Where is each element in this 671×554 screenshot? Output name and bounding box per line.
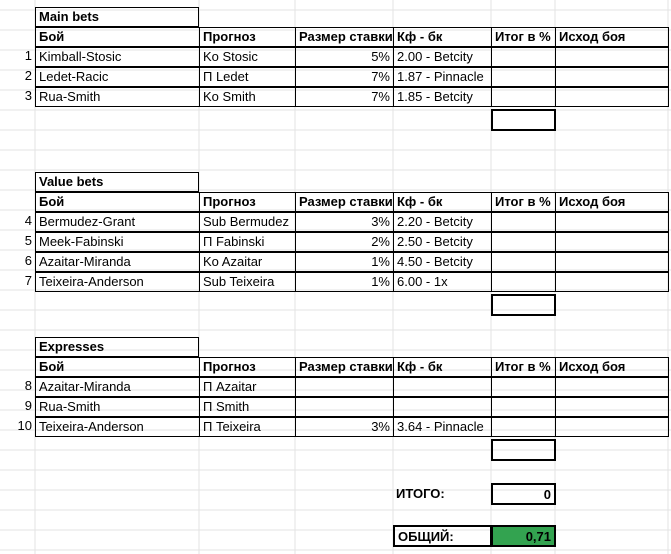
cell-fight[interactable]: Bermudez-Grant [35,212,200,232]
column-header[interactable]: Прогноз [199,27,296,47]
cell-outcome[interactable] [555,47,669,67]
cell-stake[interactable]: 7% [295,67,394,87]
section-title[interactable]: Value bets [35,172,199,192]
row-number: 7 [24,273,32,288]
column-header[interactable]: Итог в % [491,192,556,212]
cell-outcome[interactable] [555,417,669,437]
cell-pick[interactable]: Ko Smith [199,87,296,107]
cell-outcome[interactable] [555,87,669,107]
row-number: 2 [24,68,32,83]
cell-odds[interactable]: 1.87 - Pinnacle [393,67,492,87]
row-number: 6 [24,253,32,268]
cell-pick[interactable]: Sub Bermudez [199,212,296,232]
column-header[interactable]: Кф - бк [393,357,492,377]
row-number: 8 [24,378,32,393]
cell-pick[interactable]: Sub Teixeira [199,272,296,292]
column-header[interactable]: Исход боя [555,357,669,377]
column-header[interactable]: Итог в % [491,27,556,47]
column-header[interactable]: Размер ставки [295,27,394,47]
cell-outcome[interactable] [555,252,669,272]
column-header[interactable]: Кф - бк [393,192,492,212]
column-header[interactable]: Бой [35,27,200,47]
cell-result-pct[interactable] [491,67,556,87]
cell-odds[interactable]: 2.50 - Betcity [393,232,492,252]
obshiy-label[interactable]: ОБЩИЙ: [393,525,492,547]
cell-pick[interactable]: П Azaitar [199,377,296,397]
cell-pick[interactable]: П Teixeira [199,417,296,437]
itogo-value[interactable]: 0 [491,483,556,505]
cell-fight[interactable]: Kimball-Stosic [35,47,200,67]
cell-odds[interactable]: 3.64 - Pinnacle [393,417,492,437]
column-header[interactable]: Прогноз [199,192,296,212]
column-header[interactable]: Исход боя [555,27,669,47]
row-number: 1 [24,48,32,63]
cell-result-pct[interactable] [491,232,556,252]
cell-fight[interactable]: Azaitar-Miranda [35,377,200,397]
cell-pick[interactable]: Ko Azaitar [199,252,296,272]
itogo-label: ИТОГО: [396,486,445,501]
cell-stake[interactable]: 1% [295,272,394,292]
cell-fight[interactable]: Teixeira-Anderson [35,417,200,437]
cell-pick[interactable]: П Fabinski [199,232,296,252]
row-number: 5 [24,233,32,248]
cell-outcome[interactable] [555,377,669,397]
cell-pick[interactable]: Ko Stosic [199,47,296,67]
cell-odds[interactable]: 2.00 - Betcity [393,47,492,67]
subtotal-box[interactable] [491,294,556,316]
column-header[interactable]: Кф - бк [393,27,492,47]
cell-odds[interactable]: 1.85 - Betcity [393,87,492,107]
cell-fight[interactable]: Teixeira-Anderson [35,272,200,292]
cell-stake[interactable]: 2% [295,232,394,252]
cell-outcome[interactable] [555,67,669,87]
cell-outcome[interactable] [555,272,669,292]
cell-odds[interactable]: 2.20 - Betcity [393,212,492,232]
section-title[interactable]: Main bets [35,7,199,27]
cell-outcome[interactable] [555,397,669,417]
cell-result-pct[interactable] [491,212,556,232]
cell-odds[interactable] [393,377,492,397]
cell-stake[interactable]: 3% [295,417,394,437]
cell-stake[interactable]: 7% [295,87,394,107]
cell-stake[interactable] [295,397,394,417]
cell-stake[interactable] [295,377,394,397]
cell-result-pct[interactable] [491,417,556,437]
section-title[interactable]: Expresses [35,337,199,357]
column-header[interactable]: Бой [35,357,200,377]
cell-stake[interactable]: 3% [295,212,394,232]
cell-fight[interactable]: Azaitar-Miranda [35,252,200,272]
cell-pick[interactable]: П Smith [199,397,296,417]
cell-pick[interactable]: П Ledet [199,67,296,87]
cell-fight[interactable]: Meek-Fabinski [35,232,200,252]
obshiy-value[interactable]: 0,71 [491,525,556,547]
row-number: 10 [17,418,32,433]
cell-fight[interactable]: Ledet-Racic [35,67,200,87]
cell-outcome[interactable] [555,232,669,252]
subtotal-box[interactable] [491,109,556,131]
cell-fight[interactable]: Rua-Smith [35,87,200,107]
column-header[interactable]: Исход боя [555,192,669,212]
subtotal-box[interactable] [491,439,556,461]
cell-result-pct[interactable] [491,252,556,272]
cell-odds[interactable] [393,397,492,417]
cell-result-pct[interactable] [491,47,556,67]
cell-odds[interactable]: 4.50 - Betcity [393,252,492,272]
row-number: 9 [24,398,32,413]
cell-fight[interactable]: Rua-Smith [35,397,200,417]
column-header[interactable]: Итог в % [491,357,556,377]
cell-stake[interactable]: 1% [295,252,394,272]
cell-result-pct[interactable] [491,377,556,397]
column-header[interactable]: Размер ставки [295,357,394,377]
row-number: 3 [24,88,32,103]
column-header[interactable]: Размер ставки [295,192,394,212]
row-number: 4 [24,213,32,228]
cell-result-pct[interactable] [491,87,556,107]
column-header[interactable]: Бой [35,192,200,212]
cell-outcome[interactable] [555,212,669,232]
cell-stake[interactable]: 5% [295,47,394,67]
cell-result-pct[interactable] [491,272,556,292]
cell-result-pct[interactable] [491,397,556,417]
column-header[interactable]: Прогноз [199,357,296,377]
cell-odds[interactable]: 6.00 - 1x [393,272,492,292]
